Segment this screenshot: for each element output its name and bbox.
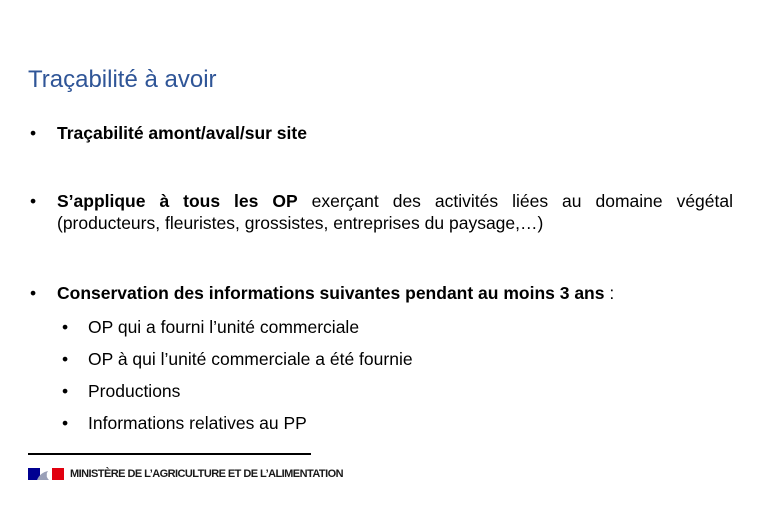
bullet-text-bold: Conservation des informations suivantes pendant au moins 3 ans <box>57 283 605 303</box>
marianne-logo-icon <box>28 466 64 482</box>
bullet-text <box>57 190 733 234</box>
bullet-dot: • <box>30 123 37 143</box>
bullet-text: Traçabilité amont/aval/sur site <box>57 123 307 143</box>
bullet-text <box>57 282 614 304</box>
bullet-dot: • <box>62 381 69 401</box>
bullet-text-bold: S’applique à tous les OP <box>57 191 298 211</box>
bullet-dot: • <box>30 191 37 211</box>
bullet-dot: • <box>30 283 37 303</box>
sub-bullet-text: OP qui a fourni l’unité commerciale <box>88 317 360 337</box>
footer-divider <box>28 453 311 455</box>
sub-bullet-text: Informations relatives au PP <box>88 413 307 433</box>
bullet-dot: • <box>62 413 69 433</box>
bullet-dot: • <box>62 349 69 369</box>
sub-bullet-text: Productions <box>88 381 181 401</box>
slide-title: Traçabilité à avoir <box>28 66 217 93</box>
bullet-text-rest: : <box>604 283 615 303</box>
bullet-dot: • <box>62 317 69 337</box>
ministry-name: MINISTÈRE DE L’AGRICULTURE ET DE L’ALIMENTATION <box>70 468 343 480</box>
bullet-text-rest: exerçant des activités liées au domaine végétal (producteurs, fleuristes, grossistes, entreprises du paysage,…) <box>57 191 734 233</box>
sub-bullet-text: OP à qui l’unité commerciale a été fournie <box>88 349 413 369</box>
